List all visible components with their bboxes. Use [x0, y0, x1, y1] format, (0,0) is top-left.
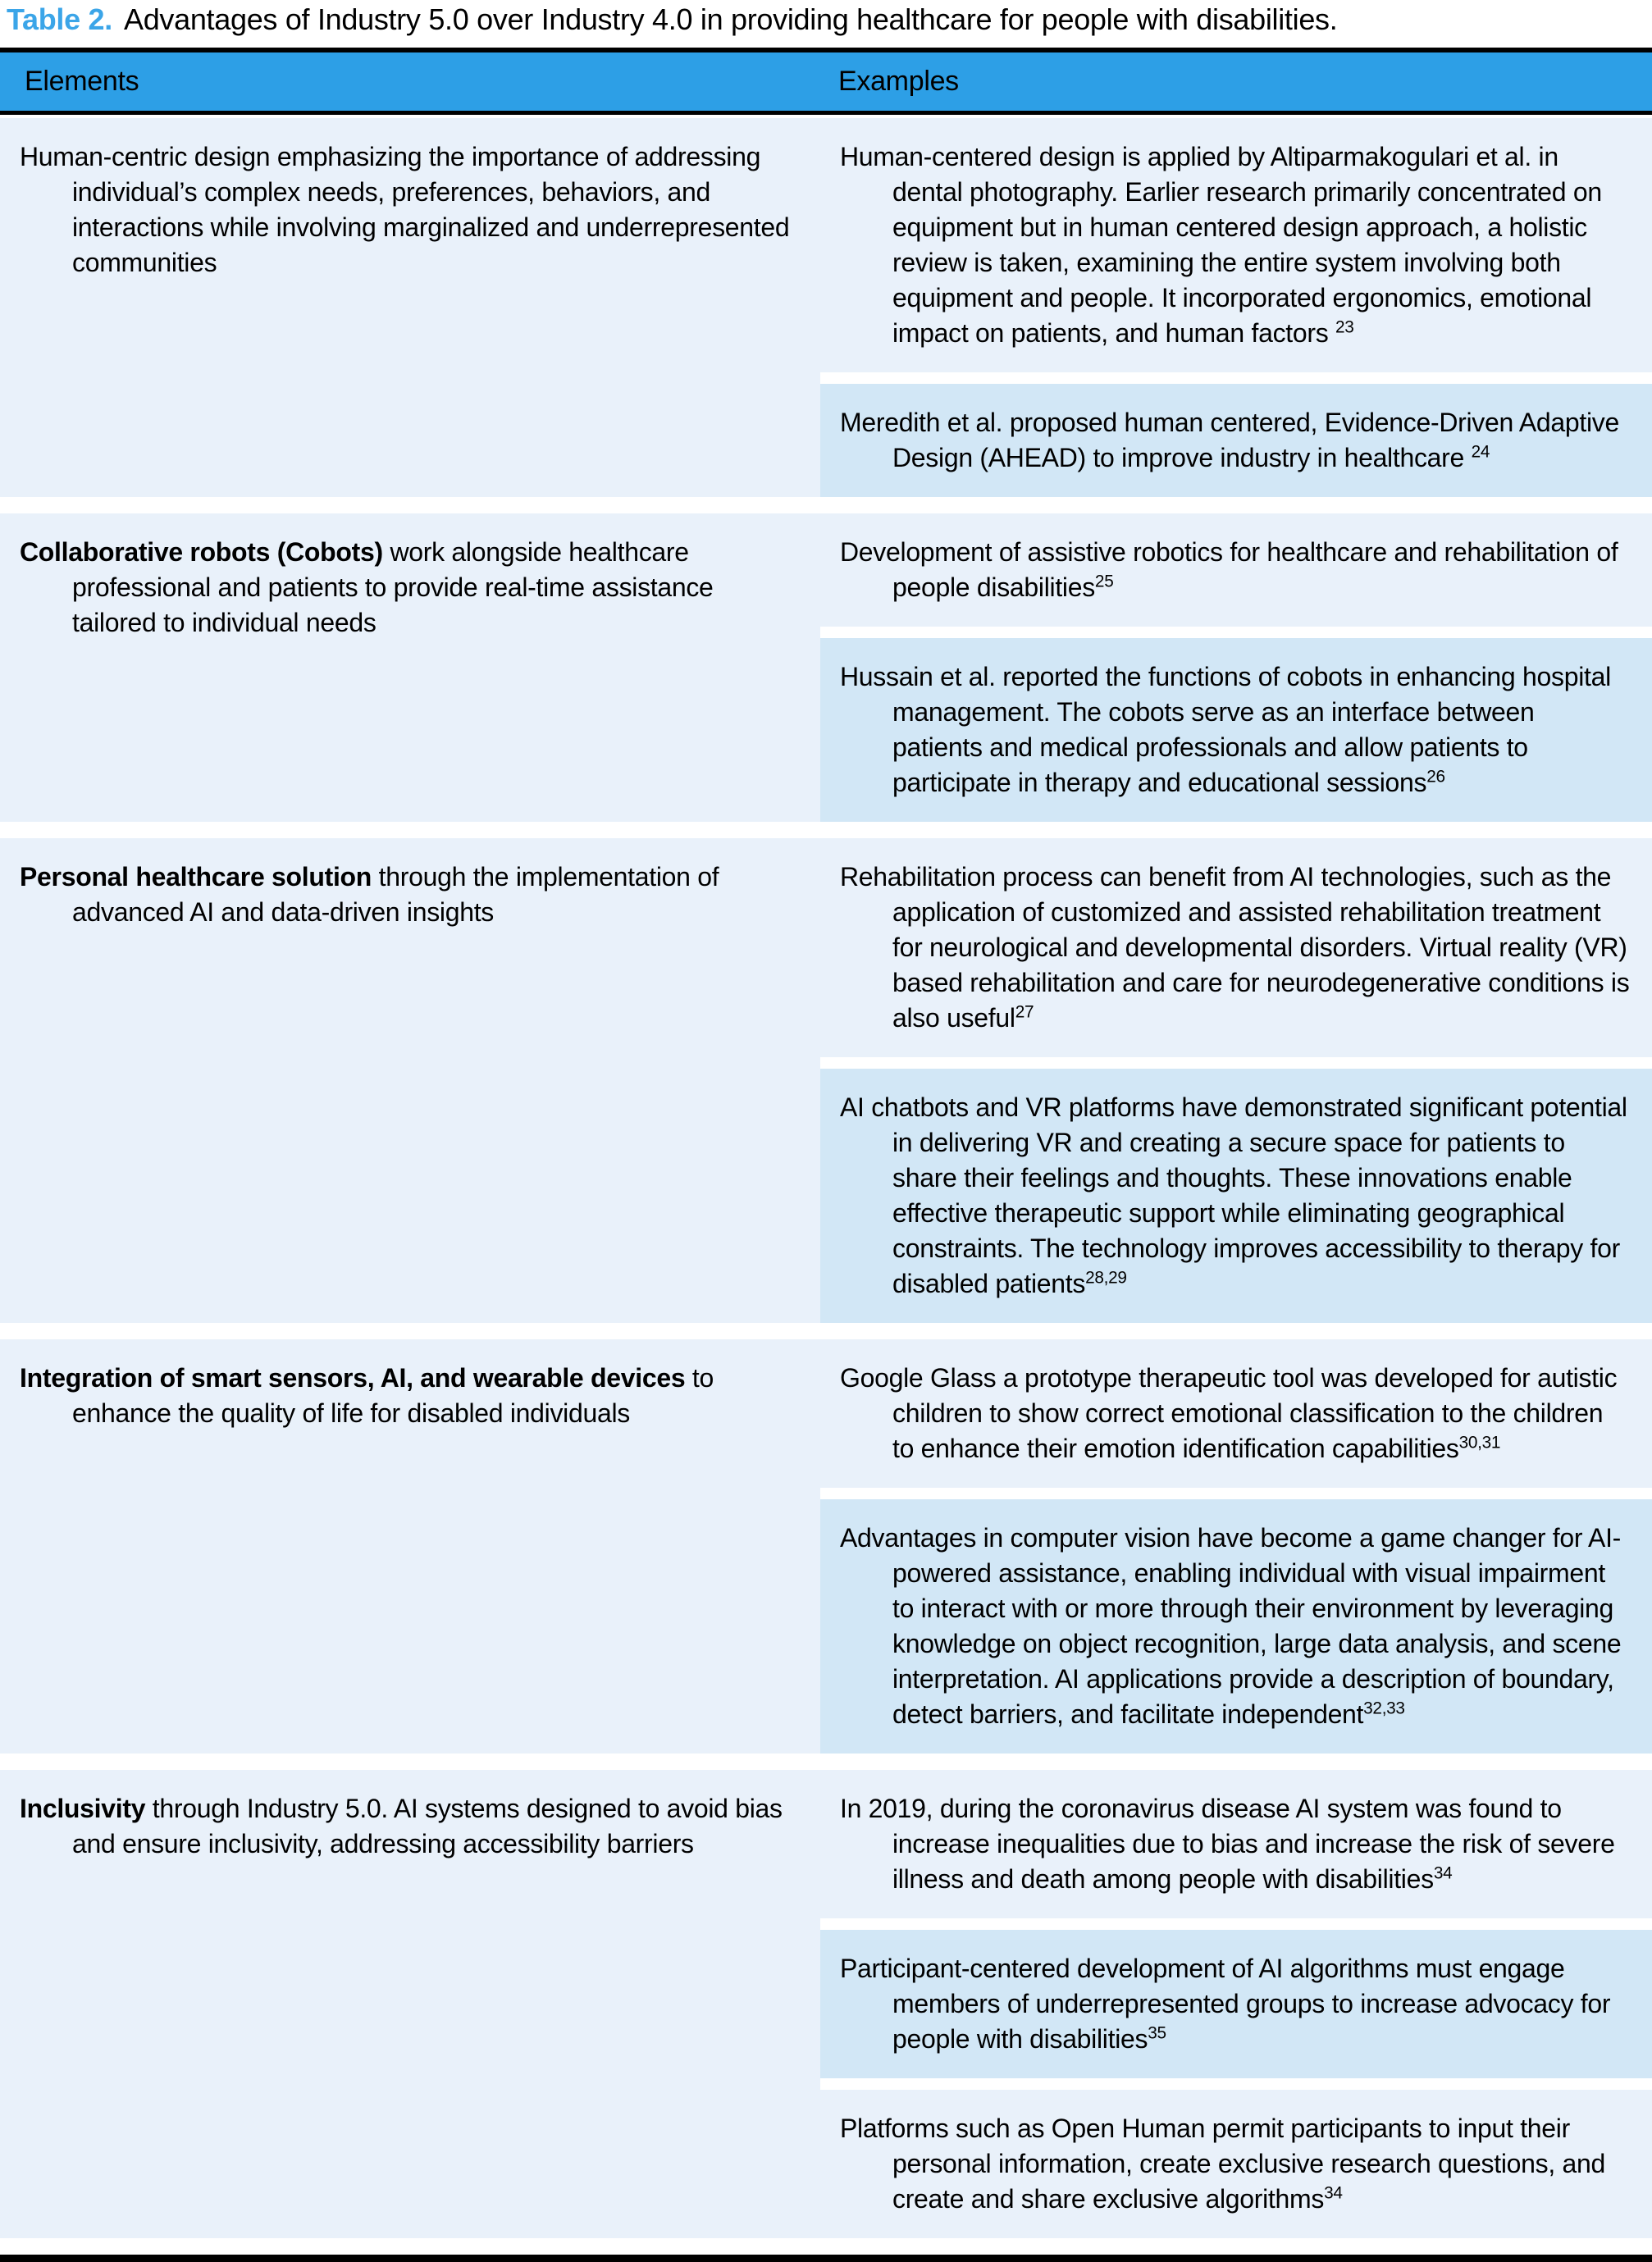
example-block: [820, 838, 1652, 1057]
examples-cell: [820, 1339, 1652, 1754]
table-caption: [0, 0, 1652, 48]
advantages-table: [0, 48, 1652, 2262]
example-block: [820, 1499, 1652, 1754]
element-text: [20, 860, 801, 930]
element-cell: [0, 118, 820, 497]
table-body: [0, 118, 1652, 2246]
example-block: [820, 2090, 1652, 2238]
element-rest: Human-centric design emphasizing the importance of addressing individual’s complex needs, preferences, behaviors, and interactions while involving marginalized and underrepresented communities: [20, 142, 790, 277]
citation-superscript: 27: [1015, 1002, 1034, 1022]
example-text: [840, 1951, 1631, 2057]
citation-superscript: 34: [1433, 1863, 1453, 1883]
header-cell-elements: Elements: [25, 66, 139, 97]
example-body: Development of assistive robotics for healthcare and rehabilitation of people disabilities: [840, 537, 1618, 602]
element-lead: Personal healthcare solution: [20, 862, 372, 892]
example-text: [840, 405, 1631, 476]
element-cell: [0, 1339, 820, 1754]
citation-superscript: 23: [1335, 317, 1354, 337]
example-body: Meredith et al. proposed human centered, Evidence-Driven Adaptive Design (AHEAD) to improve industry in healthcare: [840, 408, 1619, 472]
element-lead: Collaborative robots (Cobots): [20, 537, 383, 567]
element-rest: to enhance the quality of life for disabled individuals: [72, 1363, 714, 1428]
example-block: [820, 384, 1652, 497]
citation-superscript: 25: [1094, 572, 1114, 591]
element-text: [20, 139, 801, 280]
example-block: [820, 1339, 1652, 1488]
element-lead: Inclusivity: [20, 1794, 146, 1823]
element-rest: work alongside healthcare professional and patients to provide real-time assistance tailored to individual needs: [72, 537, 714, 637]
citation-superscript: 32,33: [1363, 1699, 1405, 1718]
table-row: [0, 118, 1652, 497]
example-text: [840, 1361, 1631, 1466]
examples-cell: [820, 513, 1652, 822]
example-text: [840, 2111, 1631, 2217]
example-block: [820, 118, 1652, 372]
example-block: [820, 638, 1652, 822]
header-cell-examples: Examples: [838, 66, 959, 97]
citation-superscript: 26: [1426, 767, 1445, 787]
element-cell: [0, 513, 820, 822]
example-block: [820, 513, 1652, 627]
examples-cell: [820, 118, 1652, 497]
table-row: [0, 513, 1652, 822]
example-body: Participant-centered development of AI algorithms must engage members of underrepresented groups to increase advocacy for people with disabilities: [840, 1954, 1611, 2054]
element-text: [20, 535, 801, 641]
table-row: [0, 1770, 1652, 2238]
example-text: [840, 860, 1631, 1036]
example-text: [840, 1090, 1631, 1302]
example-block: [820, 1069, 1652, 1323]
example-body: Advantages in computer vision have become a game changer for AI-powered assistance, enabling individual with visual impairment to interact with or more through their environment by leveraging knowledge on object recognition, large data analysis, and scene interpretation. AI applications provide a description of boundary, detect barriers, and facilitate independent: [840, 1523, 1622, 1729]
example-body: Hussain et al. reported the functions of cobots in enhancing hospital management. The cobots serve as an interface between patients and medical professionals and allow patients to participate in therapy and educational sessions: [840, 662, 1611, 797]
example-text: [840, 659, 1631, 800]
citation-superscript: 24: [1471, 442, 1490, 462]
citation-superscript: 35: [1148, 2023, 1166, 2043]
citation-superscript: 34: [1324, 2183, 1343, 2203]
example-body: AI chatbots and VR platforms have demonstrated significant potential in delivering VR and creating a secure space for patients to share their feelings and thoughts. These innovations enable effective therapeutic support while eliminating geographical constraints. The technology improves accessibility to therapy for disabled patients: [840, 1092, 1627, 1298]
examples-cell: [820, 1770, 1652, 2238]
example-text: [840, 1521, 1631, 1732]
example-text: [840, 139, 1631, 351]
element-cell: [0, 1770, 820, 2238]
table-header-row: [0, 52, 1652, 115]
table-row: [0, 1339, 1652, 1754]
table-bottom-border: [0, 2255, 1652, 2262]
element-text: [20, 1361, 801, 1431]
example-body: In 2019, during the coronavirus disease AI system was found to increase inequalities due to bias and increase the risk of severe illness and death among people with disabilities: [840, 1794, 1615, 1894]
element-lead: Integration of smart sensors, AI, and wearable devices: [20, 1363, 686, 1393]
element-text: [20, 1791, 801, 1862]
table-caption-label: Table 2.: [7, 2, 112, 36]
table-caption-text: Advantages of Industry 5.0 over Industry 4.0 in providing healthcare for people with disabilities.: [123, 2, 1338, 36]
example-block: [820, 1770, 1652, 1918]
citation-superscript: 28,29: [1085, 1268, 1127, 1288]
element-rest: through Industry 5.0. AI systems designed to avoid bias and ensure inclusivity, addressing accessibility barriers: [72, 1794, 783, 1858]
example-body: Rehabilitation process can benefit from AI technologies, such as the application of customized and assisted rehabilitation treatment for neurological and developmental disorders. Virtual reality (VR) based rehabilitation and care for neurodegenerative conditions is also useful: [840, 862, 1630, 1033]
example-text: [840, 535, 1631, 605]
table-row: [0, 838, 1652, 1323]
element-rest: through the implementation of advanced AI and data-driven insights: [72, 862, 719, 927]
example-block: [820, 1930, 1652, 2078]
example-body: Google Glass a prototype therapeutic tool was developed for autistic children to show correct emotional classification to the children to enhance their emotion identification capabilities: [840, 1363, 1618, 1463]
examples-cell: [820, 838, 1652, 1323]
example-body: Platforms such as Open Human permit participants to input their personal information, create exclusive research questions, and create and share exclusive algorithms: [840, 2114, 1605, 2214]
example-body: Human-centered design is applied by Altiparmakogulari et al. in dental photography. Earlier research primarily concentrated on equipment but in human centered design approach, a holistic review is taken, examining the entire system involving both equipment and people. It incorporated ergonomics, emotional impact on patients, and human factors: [840, 142, 1602, 348]
citation-superscript: 30,31: [1458, 1433, 1501, 1453]
example-text: [840, 1791, 1631, 1897]
element-cell: [0, 838, 820, 1323]
